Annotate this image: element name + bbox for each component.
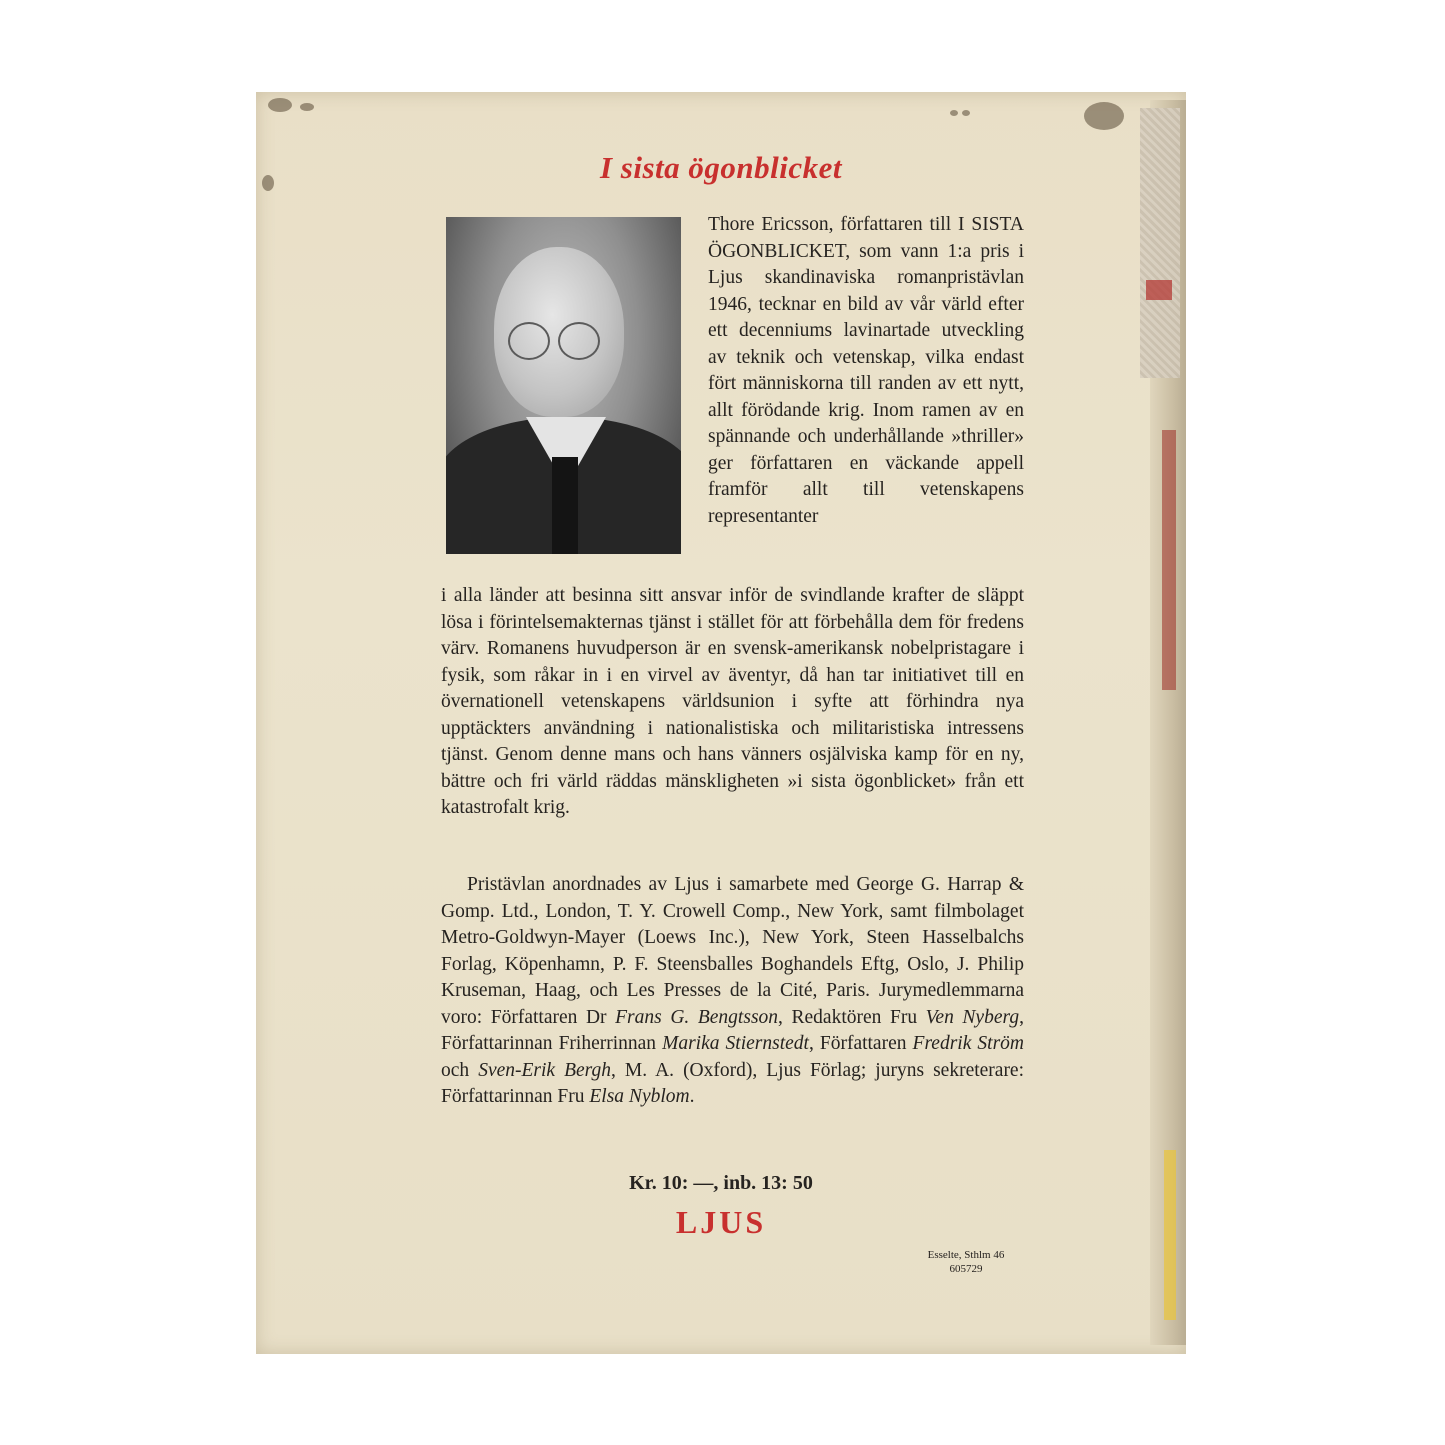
- jury-name: Fredrik Ström: [912, 1033, 1024, 1054]
- torn-corner-red: [1146, 280, 1172, 300]
- author-portrait: [446, 217, 681, 554]
- portrait-glasses: [558, 322, 600, 360]
- portrait-tie: [552, 457, 578, 554]
- blurb-intro: Thore Ericsson, författaren till I SISTA ÖGONBLICKET, som vann 1:a pris i Ljus skandinaviska romanpristävlan 1946, tecknar en bild av vår värld efter ett decenniums lavinartade utveckling av teknik och vetenskap, vilka endast fört människorna till randen av ett nytt, allt förödande krig. Inom ramen av en spännande och underhållande »thriller» ger författaren en väckande appell framför allt till vetenskapens representanter: [708, 214, 1024, 527]
- spine-red-stripe: [1162, 430, 1176, 690]
- jury-name: Ven Nyberg: [925, 1006, 1020, 1028]
- jury-name: Frans G. Bengtsson: [615, 1006, 779, 1028]
- contest-paragraph: Pristävlan anordnades av Ljus i samarbete med George G. Harrap & Gomp. Ltd., London, T. Y. Crowell Comp., New York, samt filmbolaget Metro-Goldwyn-Mayer (Loews Inc.), New York, Steen Hasselbalchs Forlag, Köpenhamn, P. F. Steensballes Boghandels Eftg, Oslo, J. Philip Kruseman, Haag, och Les Presses de la Cité, Paris. Jurymedlemmarna voro: Författaren Dr Frans G. Bengtsson, Redaktören Fru Ven Nyberg, Författarinnan Friherrinnan Marika Stiernstedt, Författaren Fredrik Ström och Sven-Erik Bergh, M. A. (Oxford), Ljus Förlag; juryns sekreterare: Författarinnan Fru Elsa Nyblom.: [441, 874, 1025, 1107]
- wear-stain: [962, 110, 970, 116]
- jury-name: Sven-Erik Bergh: [478, 1059, 612, 1081]
- wear-stain: [950, 110, 958, 116]
- price-line: Kr. 10: —, inb. 13: 50: [629, 1172, 813, 1194]
- torn-corner: [1140, 108, 1180, 378]
- jury-name: Marika Stiernstedt: [662, 1033, 809, 1054]
- publisher-name: LJUS: [675, 1204, 767, 1240]
- wear-stain: [1084, 102, 1124, 130]
- jury-name: Elsa Nyblom: [589, 1086, 690, 1107]
- printer-imprint: Esselte, Sthlm 46 605729: [927, 1249, 1005, 1275]
- wear-stain: [300, 103, 314, 111]
- blurb-continued: i alla länder att besinna sitt ansvar inför de svindlande krafter de släppt lösa i förintelsemakternas tjänst i stället för att förbehålla dem för fredens värv. Romanens huvudperson är en svensk-amerikansk nobelpristagare i fysik, som råkar in i en virvel av äventyr, då han tar initiativet till en övernationell vetenskapens världsunion i syfte att förhindra nya upptäckters användning i nationalistiska och militaristiska intressens tjänst. Genom denne mans och hans vänners osjälviska kamp för en ny, bättre och fri värld räddas mänskligheten »i sista ögonblicket» från ett katastrofalt krig.: [441, 585, 1024, 818]
- portrait-glasses: [508, 322, 550, 360]
- wear-stain: [268, 98, 292, 112]
- book-title: I sista ögonblicket: [599, 150, 842, 185]
